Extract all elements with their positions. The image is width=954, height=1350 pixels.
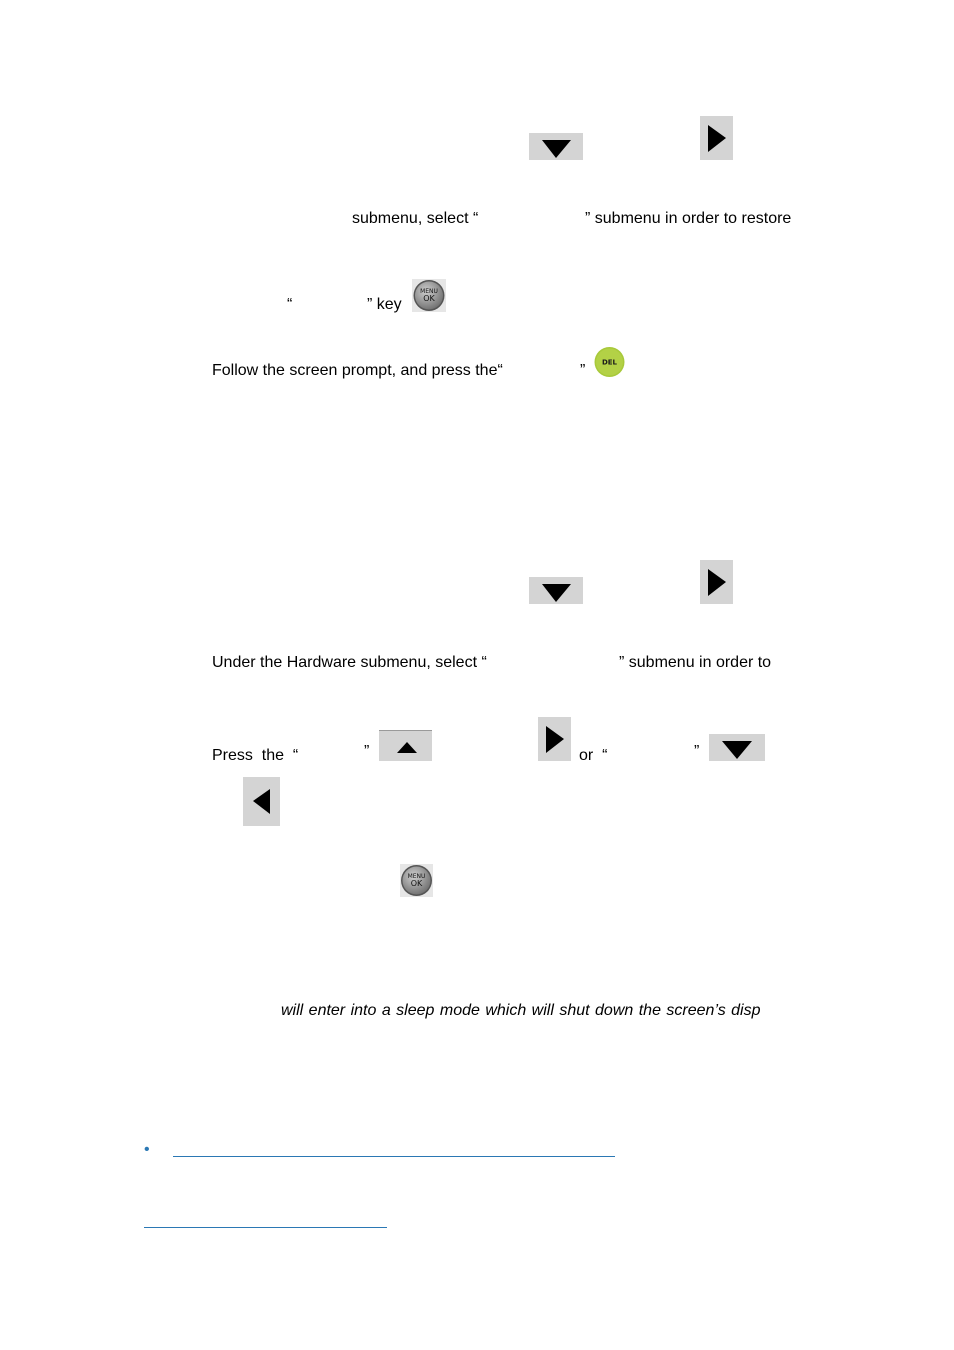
down-arrow-key-icon: [529, 577, 583, 604]
section1-step1-text-b: ” submenu in order to restore: [585, 210, 792, 227]
section2-step2-close-quote-1: ”: [364, 743, 370, 760]
menu-ok-bottom-label: OK: [423, 294, 435, 303]
left-arrow-key-icon: [243, 777, 280, 826]
link-underline-1[interactable]: [173, 1156, 615, 1157]
up-arrow-key-icon: [379, 730, 432, 761]
link-bullet: •: [144, 1141, 150, 1158]
section2-step2-close-quote-2: ”: [694, 743, 700, 760]
del-key-label: DEL: [601, 358, 618, 367]
del-key-icon: [594, 347, 625, 377]
section1-step3-close-quote: ”: [580, 362, 586, 379]
section2-step1-text-b: ” submenu in order to: [619, 654, 772, 671]
down-arrow-key-icon: [709, 734, 765, 761]
down-arrow-key-icon: [529, 133, 583, 160]
section1-step3-text: Follow the screen prompt, and press the“: [212, 362, 503, 379]
menu-ok-top-label: MENU: [420, 288, 438, 295]
section2-step2-press: Press the “: [212, 747, 299, 764]
right-arrow-key-icon: [700, 560, 733, 604]
menu-ok-key-icon: [400, 864, 433, 897]
menu-ok-key-icon: [412, 279, 446, 312]
right-arrow-key-icon: [700, 116, 733, 160]
sleep-mode-note: will enter into a sleep mode which will shut down the screen’s disp: [281, 1002, 761, 1019]
section1-step2-open-quote: “: [287, 296, 293, 313]
right-arrow-key-icon: [538, 717, 571, 761]
section1-step2-text: ” key: [367, 296, 402, 313]
section1-step1-text-a: submenu, select “: [352, 210, 479, 227]
menu-ok-top-label: MENU: [407, 873, 426, 880]
link-underline-2[interactable]: [144, 1227, 387, 1228]
section2-step1-text-a: Under the Hardware submenu, select “: [212, 654, 487, 671]
section2-step2-or: or “: [579, 747, 608, 764]
menu-ok-bottom-label: OK: [410, 879, 423, 888]
